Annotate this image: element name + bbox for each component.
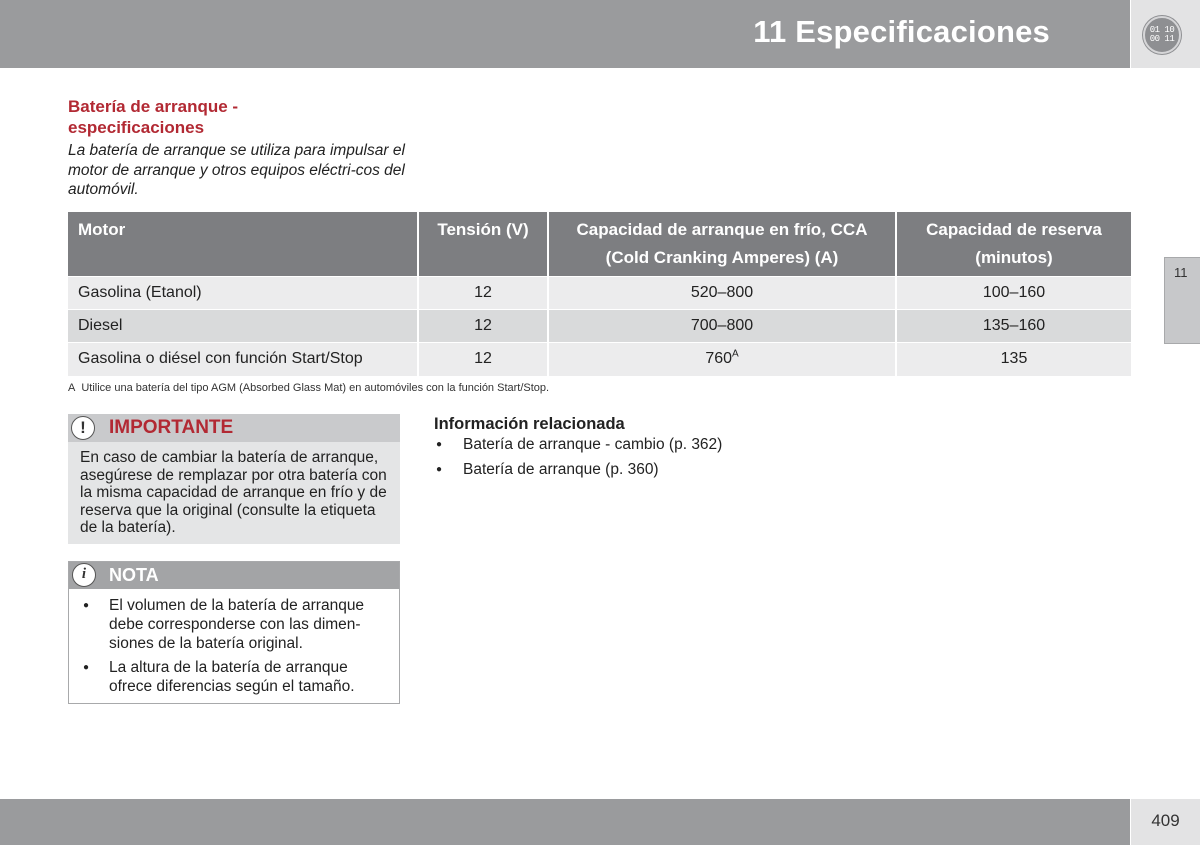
cell-reserve: 135 <box>896 343 1131 376</box>
chapter-title: 11 Especificaciones <box>753 14 1050 49</box>
footer-bar <box>0 799 1130 845</box>
table-footnote <box>68 382 549 394</box>
table-header-row <box>68 212 1131 277</box>
chapter-side-tab[interactable] <box>1164 257 1200 344</box>
cell-cca: 700–800 <box>548 310 896 343</box>
battery-spec-table <box>68 212 1131 376</box>
chapter-icon-line2: 00 11 <box>1149 34 1175 44</box>
note-label: NOTA <box>109 565 159 585</box>
side-tab-label: 11 <box>1174 265 1188 280</box>
list-item: ● El volumen de la batería de arranque debe corresponderse con las dimen-siones de la batería original. <box>81 596 391 653</box>
chapter-icon-line1: 01 10 <box>1149 25 1175 35</box>
cell-voltage: 12 <box>418 343 548 376</box>
table-row <box>68 277 1131 310</box>
info-icon: i <box>72 563 96 587</box>
col-header-voltage: Tensión (V) <box>418 212 548 277</box>
cell-voltage: 12 <box>418 277 548 310</box>
important-box <box>68 414 400 544</box>
header-bar <box>0 0 1130 68</box>
section-title: Batería de arranque - especificaciones <box>68 97 239 137</box>
cell-cca-value: 760 <box>705 350 733 368</box>
cell-cca: 520–800 <box>548 277 896 310</box>
related-info-title: Información relacionada <box>434 415 625 433</box>
footer-badge <box>1131 799 1200 845</box>
cell-motor: Gasolina o diésel con función Start/Stop <box>68 343 418 376</box>
col-header-reserve: Capacidad de reserva (minutos) <box>896 212 1131 277</box>
header-badge <box>1131 0 1200 68</box>
warning-exclamation-icon: ! <box>71 416 95 440</box>
note-header <box>69 562 399 589</box>
footnote-ref[interactable]: A <box>732 348 739 360</box>
chapter-specs-icon <box>1143 16 1181 54</box>
section-intro: La batería de arranque se utiliza para impulsar el motor de arranque y otros equipos eléctri-cos del automóvil. <box>68 142 405 198</box>
cell-motor: Diesel <box>68 310 418 343</box>
col-header-cca: Capacidad de arranque en frío, CCA (Cold Cranking Amperes) (A) <box>548 212 896 277</box>
related-info-list <box>434 435 722 485</box>
table-row <box>68 343 1131 376</box>
cell-reserve: 100–160 <box>896 277 1131 310</box>
table-row <box>68 310 1131 343</box>
cell-cca <box>548 343 896 376</box>
cell-reserve: 135–160 <box>896 310 1131 343</box>
note-box <box>68 561 400 704</box>
page-number: 409 <box>1151 811 1180 830</box>
cell-motor: Gasolina (Etanol) <box>68 277 418 310</box>
note-list <box>81 596 391 701</box>
important-label: IMPORTANTE <box>109 417 234 438</box>
important-text: En caso de cambiar la batería de arranque, asegúrese de remplazar por otra batería con la misma capacidad de arranque en frío y de reserva que la original (consulte la etiqueta de la batería). <box>80 449 387 536</box>
important-header <box>68 414 400 442</box>
footnote-text: Utilice una batería del tipo AGM (Absorbed Glass Mat) en automóviles con la función Start/Stop. <box>81 382 550 394</box>
related-link-battery-change[interactable]: ● Batería de arranque - cambio (p. 362) <box>434 435 722 454</box>
footnote-mark: A <box>68 382 76 394</box>
col-header-motor: Motor <box>68 212 418 277</box>
related-link-battery[interactable]: ● Batería de arranque (p. 360) <box>434 460 722 479</box>
list-item: ● La altura de la batería de arranque ofrece diferencias según el tamaño. <box>81 658 391 696</box>
cell-voltage: 12 <box>418 310 548 343</box>
